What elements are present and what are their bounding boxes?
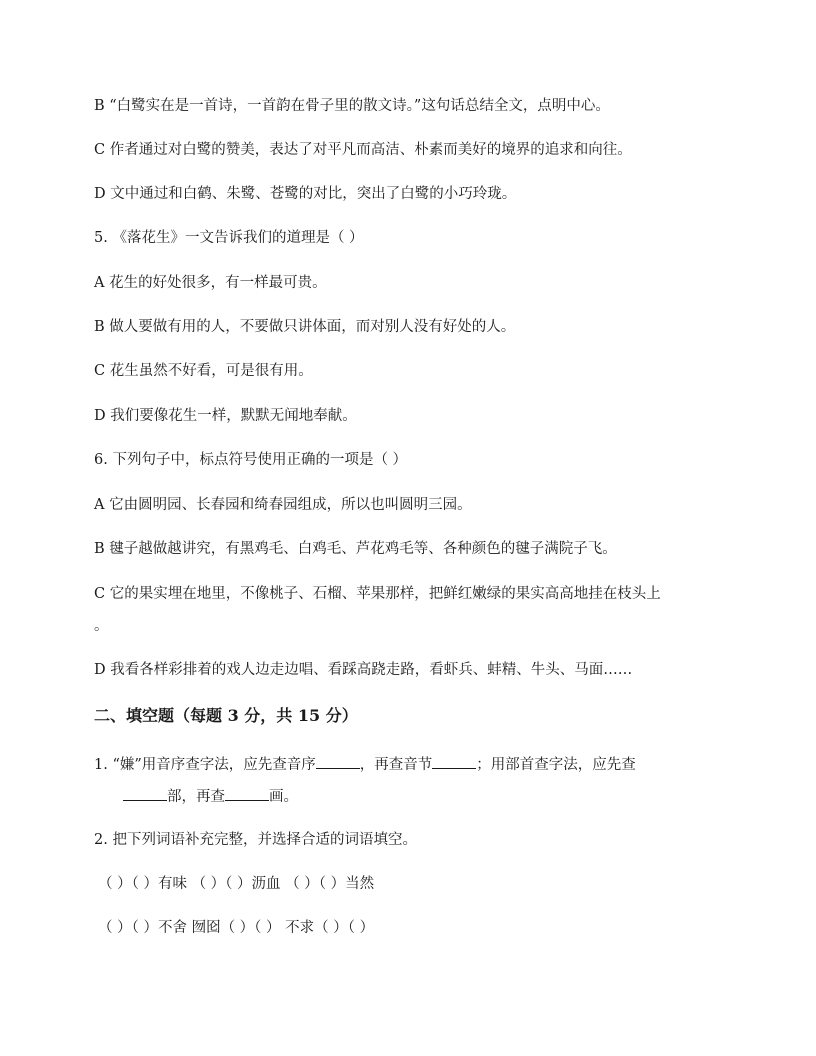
fill2-row2: （ ）（ ）不舍 囫囵（ ）（ ） 不求（ ）（ ） xyxy=(98,920,375,936)
q6-option-b: B 毽子越做越讲究，有黑鸡毛、白鸡毛、芦花鸡毛等、各种颜色的毽子满院子飞。 xyxy=(94,541,617,557)
fill1-text-2: ，再查音节 xyxy=(359,757,433,773)
fill1-text-5: 画。 xyxy=(269,789,298,805)
q5-option-b: B 做人要做有用的人，不要做只讲体面，而对别人没有好处的人。 xyxy=(94,319,516,335)
section-note: （每题 3 分，共 15 分） xyxy=(174,706,358,725)
fill1-blank-1[interactable] xyxy=(316,754,360,769)
q6-option-c-line1: C 它的果实埋在地里，不像桃子、石榴、苹果那样，把鲜红嫩绿的果实高高地挂在枝头上 xyxy=(94,586,661,602)
section-title: 二、填空题 xyxy=(94,706,175,725)
q6-stem: 6. 下列句子中，标点符号使用正确的一项是（ ） xyxy=(94,452,408,468)
fill2-row1: （ ）（ ）有味 （ ）（ ）沥血 （ ）（ ）当然 xyxy=(98,876,375,892)
q4-option-b: B “白鹭实在是一首诗，一首韵在骨子里的散文诗。”这句话总结全文，点明中心。 xyxy=(94,98,610,114)
q6-option-a: A 它由圆明园、长春园和绮春园组成，所以也叫圆明三园。 xyxy=(94,497,472,513)
q5-option-d: D 我们要像花生一样，默默无闻地奉献。 xyxy=(94,408,357,424)
q6-option-d: D 我看各样彩排着的戏人边走边唱、看踩高跷走路，看虾兵、蚌精、牛头、马面…… xyxy=(94,662,633,678)
fill1-text-4: 部，再查 xyxy=(167,789,225,805)
fill1-blank-2[interactable] xyxy=(432,754,476,769)
q5-stem: 5. 《落花生》一文告诉我们的道理是（ ） xyxy=(94,230,364,246)
fill1-line2 xyxy=(123,786,763,807)
fill1-text-1: 1. “嫌”用音序查字法，应先查音序 xyxy=(94,757,316,773)
fill1-blank-4[interactable] xyxy=(225,786,269,801)
q4-option-c: C 作者通过对白鹭的赞美，表达了对平凡而高洁、朴素而美好的境界的追求和向往。 xyxy=(94,142,632,158)
fill1-blank-3[interactable] xyxy=(123,786,167,801)
q5-option-c: C 花生虽然不好看，可是很有用。 xyxy=(94,363,313,379)
section-heading xyxy=(94,705,358,727)
q6-option-c-line2: 。 xyxy=(94,618,109,634)
q5-option-a: A 花生的好处很多，有一样最可贵。 xyxy=(94,275,327,291)
fill1-line1 xyxy=(94,754,734,775)
q4-option-d: D 文中通过和白鹤、朱鹭、苍鹭的对比，突出了白鹭的小巧玲珑。 xyxy=(94,186,517,202)
fill2-stem: 2. 把下列词语补充完整，并选择合适的词语填空。 xyxy=(94,832,417,848)
fill1-text-3: ；用部首查字法，应先查 xyxy=(476,757,636,773)
